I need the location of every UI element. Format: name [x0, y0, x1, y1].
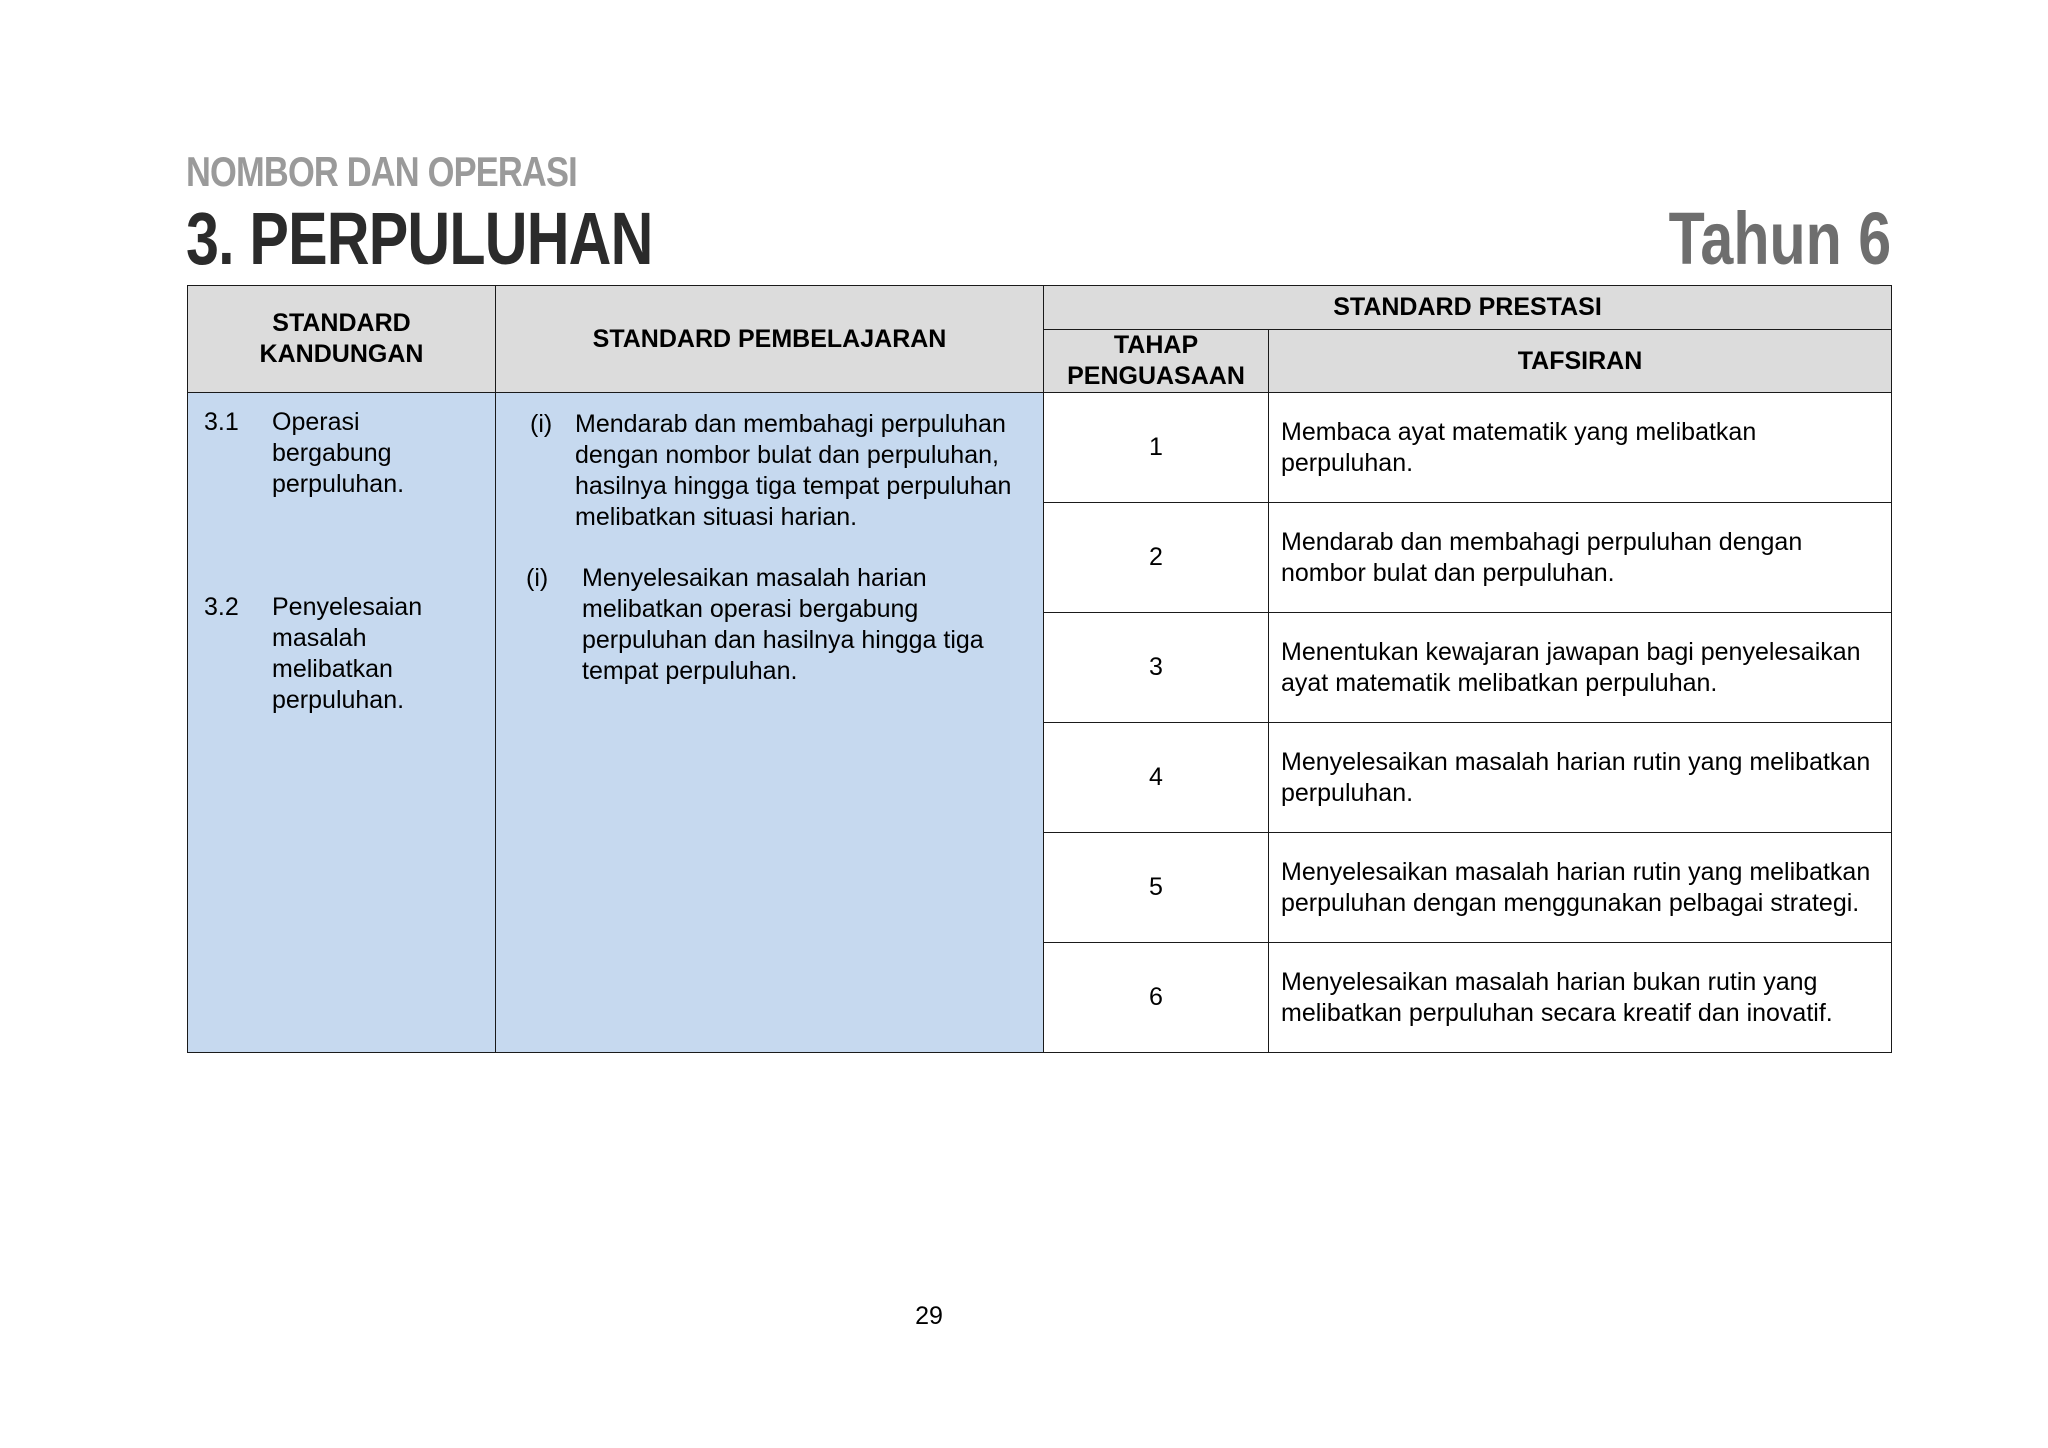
pembelajaran-cell: [496, 393, 1044, 1053]
section-subtitle: NOMBOR DAN OPERASI: [186, 148, 577, 195]
tahap-level: 6: [1044, 943, 1269, 1053]
tahap-level: 4: [1044, 723, 1269, 833]
standards-table: [187, 285, 1892, 1053]
header-tafsiran: TAFSIRAN: [1269, 330, 1892, 393]
tafsiran-text: Menentukan kewajaran jawapan bagi penyelesaikan ayat matematik melibatkan perpuluhan.: [1269, 613, 1892, 723]
tafsiran-text: Menyelesaikan masalah harian rutin yang melibatkan perpuluhan dengan menggunakan pelbagai strategi.: [1269, 833, 1892, 943]
kandungan-cell: [188, 393, 496, 1053]
pembelajaran-item: (i) Mendarab dan membahagi perpuluhan dengan nombor bulat dan perpuluhan, hasilnya hingga tiga tempat perpuluhan melibatkan situasi harian.: [530, 410, 1012, 531]
tafsiran-text: Mendarab dan membahagi perpuluhan dengan nombor bulat dan perpuluhan.: [1269, 503, 1892, 613]
kandungan-item: 3.1 Operasi bergabung perpuluhan.: [204, 408, 405, 498]
tafsiran-text: Membaca ayat matematik yang melibatkan perpuluhan.: [1269, 393, 1892, 503]
tahap-level: 3: [1044, 613, 1269, 723]
tahap-level: 2: [1044, 503, 1269, 613]
pembelajaran-item: (i) Menyelesaikan masalah harian melibatkan operasi bergabung perpuluhan dan hasilnya hingga tiga tempat perpuluhan.: [526, 564, 984, 685]
page-number: 29: [915, 1302, 943, 1330]
tafsiran-text: Menyelesaikan masalah harian rutin yang melibatkan perpuluhan.: [1269, 723, 1892, 833]
header-standard-prestasi: STANDARD PRESTASI: [1044, 286, 1892, 330]
page-title: 3. PERPULUHAN: [186, 197, 653, 280]
year-label: Tahun 6: [1668, 197, 1891, 280]
tahap-level: 1: [1044, 393, 1269, 503]
header-standard-kandungan: STANDARD KANDUNGAN: [188, 286, 496, 393]
kandungan-item: 3.2 Penyelesaian masalah melibatkan perpuluhan.: [204, 593, 423, 714]
header-standard-pembelajaran: STANDARD PEMBELAJARAN: [496, 286, 1044, 393]
tahap-level: 5: [1044, 833, 1269, 943]
tafsiran-text: Menyelesaikan masalah harian bukan rutin yang melibatkan perpuluhan secara kreatif dan inovatif.: [1269, 943, 1892, 1053]
header-tahap-penguasaan: TAHAP PENGUASAAN: [1044, 330, 1269, 393]
